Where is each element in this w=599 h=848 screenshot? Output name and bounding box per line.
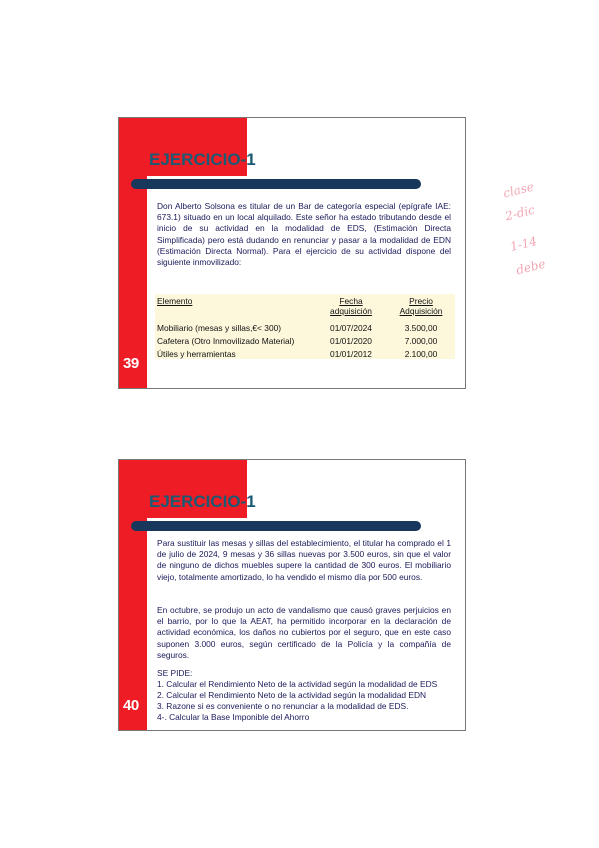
header-precio: Precio xyxy=(409,296,433,306)
handwritten-note: 2-dic xyxy=(503,202,537,224)
paragraph-purchase: Para sustituir las mesas y sillas del establecimiento, el titular ha comprado el 1 de julio de 2024, 9 mesas y 36 sillas nuevas por 3.500 euros, sin que el valor de ninguno de dichos muebles supere la cantidad de 300 euros. El mobiliario viejo, totalmente amortizado, lo ha vendido el mismo día por 500 euros. xyxy=(157,538,451,582)
title-underline-bar xyxy=(131,521,421,531)
table-row xyxy=(155,346,455,359)
se-pide-list xyxy=(157,668,437,723)
handwritten-note: clase xyxy=(501,179,536,201)
cell-elemento: Mobiliario (mesas y sillas,€< 300) xyxy=(157,323,282,333)
header-precio-2: Adquisición xyxy=(399,306,443,316)
header-elemento: Elemento xyxy=(157,296,193,306)
cell-precio: 2.100,00 xyxy=(404,349,438,359)
list-item: 4-. Calcular la Base Imponible del Ahorro xyxy=(157,712,310,722)
list-item: 3. Razone si es conveniente o no renunciar a la modalidad de EDS. xyxy=(157,701,409,711)
slide-39 xyxy=(118,117,466,389)
cell-precio: 7.000,00 xyxy=(404,336,438,346)
cell-precio: 3.500,00 xyxy=(404,323,438,333)
cell-elemento: Cafetera (Otro Inmovilizado Material) xyxy=(157,336,295,346)
slide-title: EJERCICIO-1 xyxy=(149,492,256,511)
table-row xyxy=(155,333,455,346)
table-header-row xyxy=(155,294,455,320)
header-fecha: Fecha xyxy=(339,296,363,306)
slide-number: 40 xyxy=(123,697,139,714)
slide-40 xyxy=(118,459,466,731)
se-pide-heading: SE PIDE: xyxy=(157,668,193,678)
handwritten-note: debe xyxy=(514,256,547,278)
cell-elemento: Útiles y herramientas xyxy=(157,349,236,359)
header-fecha-2: adquisición xyxy=(330,306,372,316)
handwritten-note: 1-14 xyxy=(508,233,539,255)
slide-title: EJERCICIO-1 xyxy=(149,150,256,169)
inmovilizado-table xyxy=(155,294,455,359)
list-item: 2. Calcular el Rendimiento Neto de la actividad según la modalidad EDN xyxy=(157,690,427,700)
intro-paragraph: Don Alberto Solsona es titular de un Bar de categoría especial (epígrafe IAE: 673.1) situado en un local alquilado. Este señor ha estado tributando desde el inicio de su actividad en la modalidad de EDS, (Estimación Directa Simplificada) pero está dudando en renunciar y pasar a la modalidad de EDN (Estimación Directa Normal). Para el ejercicio de su actividad dispone del siguiente inmovilizado: xyxy=(157,201,451,268)
cell-fecha: 01/07/2024 xyxy=(330,323,372,333)
cell-fecha: 01/01/2012 xyxy=(330,349,372,359)
list-item: 1. Calcular el Rendimiento Neto de la actividad según la modalidad de EDS xyxy=(157,679,438,689)
slide-number: 39 xyxy=(123,355,139,372)
table-row xyxy=(155,320,455,333)
title-underline-bar xyxy=(131,179,421,189)
cell-fecha: 01/01/2020 xyxy=(330,336,372,346)
paragraph-vandalism: En octubre, se produjo un acto de vandalismo que causó graves perjuicios en el barrio, por lo que la AEAT, ha permitido incorporar en la declaración de actividad económica, los daños no cubiertos por el seguro, que en este caso suponen 3.000 euros, según certificado de la Policía y la compañía de seguros. xyxy=(157,605,451,660)
